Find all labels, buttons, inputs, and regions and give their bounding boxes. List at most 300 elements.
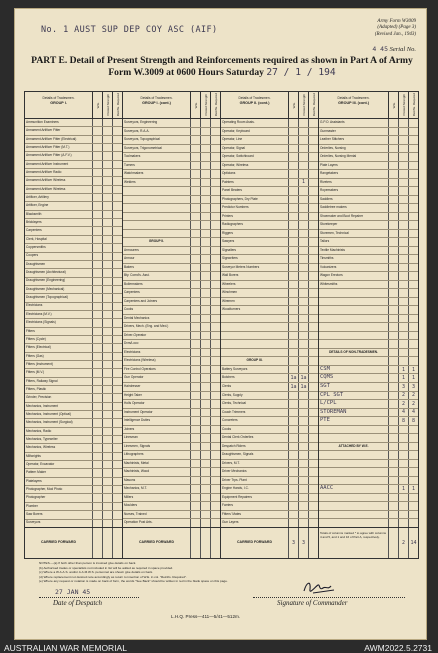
cell-reinf[interactable]	[409, 340, 418, 348]
cell-we[interactable]	[389, 306, 399, 314]
cell-we[interactable]	[191, 281, 201, 289]
cell-posted[interactable]	[103, 486, 113, 493]
cell-we[interactable]	[389, 323, 399, 331]
cell-posted[interactable]	[103, 311, 113, 318]
cell-reinf[interactable]	[309, 272, 318, 280]
cell-posted[interactable]	[201, 204, 211, 212]
cell-we[interactable]	[191, 477, 201, 485]
cell-reinf[interactable]	[309, 298, 318, 306]
cell-we[interactable]	[191, 162, 201, 170]
cell-posted[interactable]	[399, 136, 409, 144]
cell-reinf[interactable]	[409, 289, 418, 297]
cell-posted[interactable]	[201, 119, 211, 127]
cell-posted[interactable]	[299, 136, 309, 144]
cell-reinf[interactable]	[309, 196, 318, 204]
cell-we[interactable]	[191, 417, 201, 425]
cell-we[interactable]	[389, 519, 399, 527]
cell-posted[interactable]	[103, 169, 113, 176]
cell-posted[interactable]	[103, 428, 113, 435]
cell-reinf[interactable]	[309, 434, 318, 442]
cell-posted[interactable]	[201, 281, 211, 289]
cell-reinf[interactable]	[309, 451, 318, 459]
cell-posted[interactable]	[299, 238, 309, 246]
cell-posted[interactable]	[399, 332, 409, 340]
cell-posted[interactable]	[399, 247, 409, 255]
cell-posted[interactable]	[201, 179, 211, 187]
cell-reinf[interactable]	[113, 444, 122, 451]
cell-posted[interactable]	[103, 436, 113, 443]
cell-posted[interactable]	[299, 213, 309, 221]
cell-reinf[interactable]	[309, 213, 318, 221]
cell-posted[interactable]	[399, 323, 409, 331]
cell-reinf[interactable]	[113, 436, 122, 443]
cell-we[interactable]	[93, 227, 103, 234]
cell-reinf[interactable]	[309, 417, 318, 425]
carried-forward-cell[interactable]: 3	[299, 528, 309, 558]
cell-reinf[interactable]	[211, 332, 220, 340]
cell-posted[interactable]	[103, 278, 113, 285]
carried-forward-cell[interactable]	[103, 528, 113, 558]
cell-we[interactable]	[389, 247, 399, 255]
cell-posted[interactable]	[299, 298, 309, 306]
cell-we[interactable]	[389, 494, 399, 502]
cell-posted[interactable]	[399, 238, 409, 246]
cell-reinf[interactable]	[211, 187, 220, 195]
cell-reinf[interactable]: 1	[411, 366, 415, 373]
cell-posted[interactable]	[103, 411, 113, 418]
cell-we[interactable]	[289, 221, 299, 229]
cell-we[interactable]	[289, 179, 299, 187]
cell-reinf[interactable]	[309, 153, 318, 161]
cell-posted[interactable]	[103, 227, 113, 234]
cell-reinf[interactable]	[409, 247, 418, 255]
cell-we[interactable]	[389, 162, 399, 170]
cell-we[interactable]	[389, 383, 399, 391]
cell-we[interactable]	[191, 468, 201, 476]
cell-reinf[interactable]	[409, 443, 418, 451]
cell-we[interactable]	[191, 255, 201, 263]
cell-reinf[interactable]	[211, 255, 220, 263]
cell-reinf[interactable]	[211, 374, 220, 382]
cell-reinf[interactable]	[113, 411, 122, 418]
cell-reinf[interactable]	[309, 119, 318, 127]
cell-reinf[interactable]	[409, 179, 418, 187]
cell-reinf[interactable]	[309, 238, 318, 246]
cell-posted[interactable]	[399, 434, 409, 442]
cell-we[interactable]	[289, 247, 299, 255]
cell-posted[interactable]	[299, 468, 309, 476]
cell-reinf[interactable]	[211, 494, 220, 502]
cell-reinf[interactable]	[211, 289, 220, 297]
cell-reinf[interactable]	[211, 196, 220, 204]
cell-reinf[interactable]	[409, 162, 418, 170]
cell-we[interactable]	[191, 409, 201, 417]
cell-posted[interactable]	[201, 426, 211, 434]
cell-posted[interactable]	[299, 434, 309, 442]
cell-we[interactable]	[389, 128, 399, 136]
cell-reinf[interactable]	[409, 272, 418, 280]
cell-posted[interactable]	[399, 204, 409, 212]
carried-forward-cell[interactable]	[309, 528, 318, 558]
cell-posted[interactable]	[103, 361, 113, 368]
cell-we[interactable]	[93, 336, 103, 343]
cell-reinf[interactable]	[309, 340, 318, 348]
cell-reinf[interactable]	[309, 247, 318, 255]
cell-posted[interactable]	[399, 272, 409, 280]
cell-we[interactable]	[289, 153, 299, 161]
cell-reinf[interactable]	[309, 477, 318, 485]
cell-posted[interactable]	[201, 221, 211, 229]
cell-we[interactable]	[389, 238, 399, 246]
cell-posted[interactable]	[201, 332, 211, 340]
cell-posted[interactable]: 1	[299, 179, 309, 187]
carried-forward-cell[interactable]: 3	[289, 528, 299, 558]
cell-we[interactable]	[389, 392, 399, 400]
cell-posted[interactable]	[201, 238, 211, 246]
cell-we[interactable]	[389, 426, 399, 434]
cell-reinf[interactable]	[211, 502, 220, 510]
cell-reinf[interactable]	[113, 353, 122, 360]
cell-we[interactable]	[389, 511, 399, 519]
cell-posted[interactable]	[201, 306, 211, 314]
cell-we[interactable]	[389, 298, 399, 306]
cell-we[interactable]	[389, 357, 399, 365]
cell-posted[interactable]: 1	[399, 366, 409, 374]
cell-reinf[interactable]	[309, 426, 318, 434]
cell-we[interactable]	[93, 136, 103, 143]
cell-we[interactable]	[191, 511, 201, 519]
cell-posted[interactable]	[399, 426, 409, 434]
cell-posted[interactable]: 2	[399, 400, 409, 408]
cell-reinf[interactable]	[113, 394, 122, 401]
cell-reinf[interactable]	[113, 403, 122, 410]
cell-reinf[interactable]	[309, 179, 318, 187]
cell-reinf[interactable]	[113, 319, 122, 326]
cell-reinf[interactable]	[309, 332, 318, 340]
cell-we[interactable]	[389, 443, 399, 451]
cell-posted[interactable]	[103, 503, 113, 510]
cell-posted[interactable]	[299, 221, 309, 229]
cell-reinf[interactable]	[409, 170, 418, 178]
cell-posted[interactable]	[299, 128, 309, 136]
cell-posted[interactable]	[399, 255, 409, 263]
cell-reinf[interactable]	[113, 136, 122, 143]
cell-we[interactable]	[289, 170, 299, 178]
cell-posted[interactable]	[399, 289, 409, 297]
cell-posted[interactable]	[103, 394, 113, 401]
cell-reinf[interactable]	[309, 400, 318, 408]
cell-posted[interactable]	[103, 244, 113, 251]
cell-posted[interactable]	[299, 485, 309, 493]
cell-reinf[interactable]	[309, 349, 318, 357]
cell-we[interactable]	[93, 211, 103, 218]
cell-reinf[interactable]	[113, 453, 122, 460]
cell-we[interactable]	[93, 428, 103, 435]
cell-posted[interactable]: 1	[399, 374, 409, 382]
cell-reinf[interactable]	[309, 289, 318, 297]
cell-posted[interactable]	[399, 298, 409, 306]
cell-reinf[interactable]	[211, 340, 220, 348]
cell-we[interactable]	[93, 253, 103, 260]
cell-reinf[interactable]	[113, 511, 122, 518]
cell-we[interactable]	[93, 520, 103, 527]
cell-we[interactable]	[289, 451, 299, 459]
cell-we[interactable]	[289, 468, 299, 476]
cell-reinf[interactable]	[211, 221, 220, 229]
cell-we[interactable]	[389, 451, 399, 459]
cell-we[interactable]	[289, 460, 299, 468]
cell-posted[interactable]	[399, 340, 409, 348]
cell-we[interactable]	[389, 221, 399, 229]
cell-posted[interactable]	[103, 219, 113, 226]
cell-posted[interactable]	[399, 460, 409, 468]
cell-posted[interactable]	[299, 392, 309, 400]
cell-posted[interactable]	[201, 349, 211, 357]
cell-reinf[interactable]	[211, 128, 220, 136]
cell-reinf[interactable]	[211, 511, 220, 519]
cell-reinf[interactable]	[113, 419, 122, 426]
cell-we[interactable]	[93, 152, 103, 159]
cell-posted[interactable]	[299, 417, 309, 425]
cell-we[interactable]	[389, 332, 399, 340]
cell-we[interactable]	[93, 169, 103, 176]
cell-we[interactable]	[389, 179, 399, 187]
cell-posted[interactable]	[201, 374, 211, 382]
cell-reinf[interactable]	[409, 187, 418, 195]
cell-reinf[interactable]	[309, 136, 318, 144]
cell-reinf[interactable]	[309, 315, 318, 323]
cell-we[interactable]	[289, 315, 299, 323]
cell-reinf[interactable]	[113, 328, 122, 335]
cell-reinf[interactable]	[211, 434, 220, 442]
cell-reinf[interactable]	[113, 469, 122, 476]
cell-we[interactable]	[389, 468, 399, 476]
cell-reinf[interactable]	[113, 344, 122, 351]
carried-forward-cell[interactable]	[113, 528, 122, 558]
cell-posted[interactable]	[399, 443, 409, 451]
cell-we[interactable]	[93, 161, 103, 168]
cell-we[interactable]	[191, 494, 201, 502]
cell-reinf[interactable]	[309, 443, 318, 451]
cell-reinf[interactable]	[211, 460, 220, 468]
cell-posted[interactable]	[399, 221, 409, 229]
cell-we[interactable]	[289, 128, 299, 136]
cell-posted[interactable]	[103, 202, 113, 209]
cell-we[interactable]	[191, 434, 201, 442]
cell-posted[interactable]	[399, 187, 409, 195]
cell-we[interactable]	[93, 261, 103, 268]
cell-reinf[interactable]	[113, 361, 122, 368]
cell-we[interactable]	[191, 519, 201, 527]
cell-posted[interactable]	[103, 152, 113, 159]
cell-we[interactable]	[93, 269, 103, 276]
cell-reinf[interactable]: 1	[411, 375, 415, 382]
cell-reinf[interactable]	[409, 145, 418, 153]
cell-reinf[interactable]	[309, 187, 318, 195]
cell-posted[interactable]	[103, 127, 113, 134]
cell-reinf[interactable]	[211, 323, 220, 331]
cell-we[interactable]	[289, 392, 299, 400]
cell-posted[interactable]	[201, 417, 211, 425]
cell-posted[interactable]	[201, 136, 211, 144]
cell-reinf[interactable]	[113, 378, 122, 385]
cell-reinf[interactable]	[309, 162, 318, 170]
cell-we[interactable]	[93, 511, 103, 518]
cell-posted[interactable]	[399, 128, 409, 136]
cell-posted[interactable]	[103, 444, 113, 451]
cell-posted[interactable]	[299, 306, 309, 314]
cell-posted[interactable]	[201, 128, 211, 136]
cell-reinf[interactable]	[113, 144, 122, 151]
cell-we[interactable]	[93, 353, 103, 360]
cell-we[interactable]	[191, 170, 201, 178]
cell-posted[interactable]	[299, 511, 309, 519]
cell-we[interactable]	[191, 383, 201, 391]
cell-posted[interactable]	[103, 186, 113, 193]
cell-we[interactable]	[191, 204, 201, 212]
cell-reinf[interactable]	[113, 177, 122, 184]
cell-we[interactable]	[93, 344, 103, 351]
cell-reinf[interactable]	[409, 519, 418, 527]
cell-posted[interactable]	[399, 451, 409, 459]
cell-posted[interactable]	[399, 179, 409, 187]
cell-posted[interactable]	[103, 461, 113, 468]
cell-posted[interactable]: 4	[399, 409, 409, 417]
cell-posted[interactable]	[299, 332, 309, 340]
cell-we[interactable]	[93, 219, 103, 226]
cell-we[interactable]	[191, 400, 201, 408]
cell-reinf[interactable]	[113, 503, 122, 510]
cell-reinf[interactable]	[409, 238, 418, 246]
cell-reinf[interactable]	[113, 494, 122, 501]
cell-posted[interactable]	[103, 403, 113, 410]
cell-we[interactable]	[289, 400, 299, 408]
cell-reinf[interactable]	[409, 136, 418, 144]
cell-we[interactable]	[93, 194, 103, 201]
cell-we[interactable]	[389, 196, 399, 204]
cell-we[interactable]	[93, 303, 103, 310]
cell-reinf[interactable]	[211, 443, 220, 451]
cell-reinf[interactable]	[113, 244, 122, 251]
cell-we[interactable]	[389, 315, 399, 323]
cell-we[interactable]	[93, 278, 103, 285]
cell-posted[interactable]	[399, 162, 409, 170]
cell-we[interactable]	[191, 179, 201, 187]
cell-posted[interactable]	[399, 145, 409, 153]
cell-reinf[interactable]	[409, 213, 418, 221]
carried-forward-cell[interactable]	[191, 528, 201, 558]
cell-we[interactable]	[93, 444, 103, 451]
cell-posted[interactable]	[103, 303, 113, 310]
cell-reinf[interactable]	[211, 357, 220, 365]
cell-reinf[interactable]	[113, 219, 122, 226]
cell-posted[interactable]	[399, 170, 409, 178]
cell-we[interactable]	[93, 294, 103, 301]
cell-we[interactable]	[289, 196, 299, 204]
cell-reinf[interactable]	[113, 520, 122, 527]
cell-reinf[interactable]	[409, 221, 418, 229]
cell-we[interactable]	[93, 436, 103, 443]
cell-posted[interactable]	[201, 162, 211, 170]
cell-posted[interactable]	[201, 289, 211, 297]
cell-reinf[interactable]	[211, 170, 220, 178]
cell-we[interactable]	[389, 281, 399, 289]
cell-posted[interactable]	[299, 366, 309, 374]
cell-posted[interactable]	[299, 426, 309, 434]
cell-reinf[interactable]	[409, 357, 418, 365]
cell-reinf[interactable]	[113, 461, 122, 468]
cell-posted[interactable]	[399, 349, 409, 357]
cell-reinf[interactable]	[113, 161, 122, 168]
cell-reinf[interactable]	[113, 294, 122, 301]
cell-posted[interactable]	[399, 502, 409, 510]
cell-we[interactable]	[389, 434, 399, 442]
cell-we[interactable]	[289, 162, 299, 170]
cell-we[interactable]	[289, 281, 299, 289]
cell-we[interactable]	[93, 286, 103, 293]
cell-we[interactable]	[93, 419, 103, 426]
cell-reinf[interactable]	[409, 298, 418, 306]
cell-we[interactable]	[289, 272, 299, 280]
cell-we[interactable]	[191, 332, 201, 340]
cell-posted[interactable]	[103, 453, 113, 460]
cell-we[interactable]	[191, 349, 201, 357]
cell-posted[interactable]	[299, 460, 309, 468]
cell-reinf[interactable]	[409, 119, 418, 127]
cell-reinf[interactable]	[211, 179, 220, 187]
cell-reinf[interactable]	[113, 253, 122, 260]
cell-reinf[interactable]	[113, 269, 122, 276]
cell-posted[interactable]	[299, 349, 309, 357]
cell-reinf[interactable]	[211, 477, 220, 485]
cell-posted[interactable]	[299, 494, 309, 502]
cell-we[interactable]	[389, 136, 399, 144]
cell-reinf[interactable]: 4	[411, 409, 415, 416]
cell-we[interactable]	[389, 187, 399, 195]
cell-reinf[interactable]	[211, 519, 220, 527]
cell-posted[interactable]	[399, 119, 409, 127]
cell-reinf[interactable]	[211, 213, 220, 221]
cell-posted[interactable]	[299, 162, 309, 170]
cell-we[interactable]	[289, 264, 299, 272]
cell-posted[interactable]	[299, 264, 309, 272]
carried-forward-cell[interactable]	[389, 528, 399, 558]
cell-we[interactable]	[289, 204, 299, 212]
cell-reinf[interactable]	[113, 261, 122, 268]
cell-reinf[interactable]: 2	[411, 400, 415, 407]
cell-reinf[interactable]	[309, 485, 318, 493]
cell-reinf[interactable]	[409, 264, 418, 272]
cell-we[interactable]	[389, 153, 399, 161]
cell-posted[interactable]	[299, 357, 309, 365]
cell-we[interactable]	[93, 378, 103, 385]
cell-we[interactable]: 1a	[289, 383, 299, 391]
cell-we[interactable]	[93, 411, 103, 418]
cell-we[interactable]	[389, 374, 399, 382]
cell-reinf[interactable]	[211, 204, 220, 212]
cell-posted[interactable]	[103, 494, 113, 501]
cell-reinf[interactable]	[211, 247, 220, 255]
cell-posted[interactable]	[103, 253, 113, 260]
cell-we[interactable]	[191, 315, 201, 323]
cell-posted[interactable]	[299, 289, 309, 297]
cell-we[interactable]	[289, 519, 299, 527]
cell-we[interactable]	[389, 230, 399, 238]
cell-reinf[interactable]	[309, 255, 318, 263]
cell-posted[interactable]	[103, 211, 113, 218]
cell-reinf[interactable]: 3	[411, 383, 415, 390]
cell-reinf[interactable]	[309, 468, 318, 476]
